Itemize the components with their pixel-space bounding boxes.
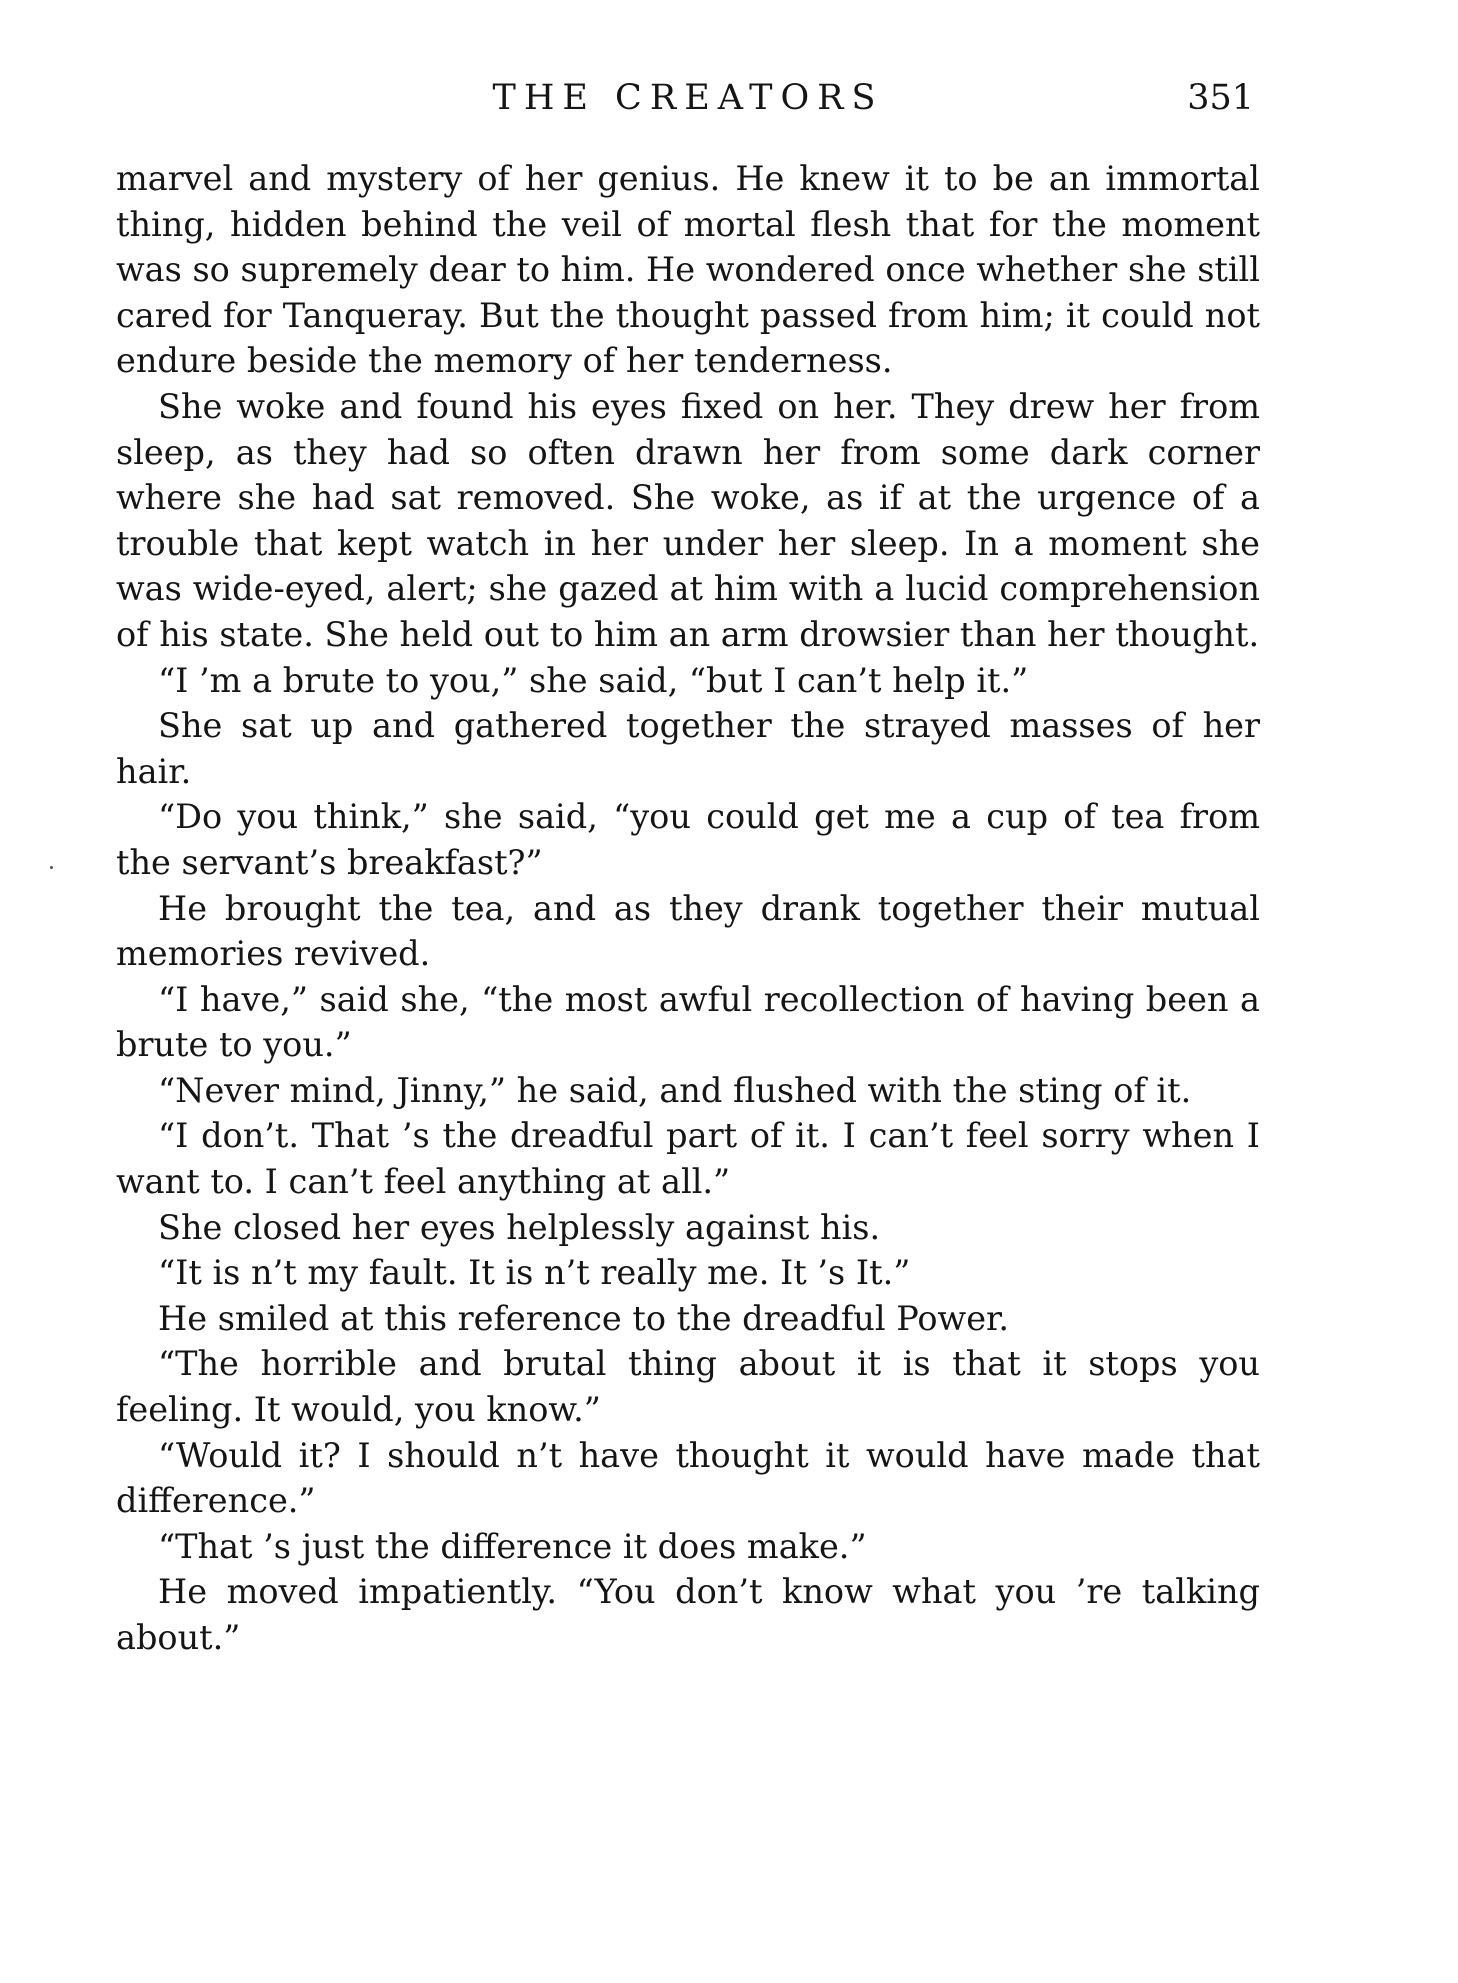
paragraph: She sat up and gathered together the strayed masses of her hair. [116,706,1260,791]
body-text [116,156,1260,1661]
paragraph: “That ’s just the difference it does make.” [158,1526,867,1566]
paragraph: He moved impatiently. “You don’t know what you ’re talking about.” [116,1572,1260,1657]
paragraph: He smiled at this reference to the dreadful Power. [158,1298,1010,1338]
paragraph: marvel and mystery of her genius. He knew it to be an immortal thing, hidden behind the veil of mortal flesh that for the moment was so supremely dear to him. He wondered once whether she still cared for Tanqueray. But the thought passed from him; it could not endure beside the memory of her tenderness. [116,159,1260,381]
paragraph: He brought the tea, and as they drank together their mutual memories revived. [116,888,1260,974]
paragraph: “I have,” said she, “the most awful recollection of having been a brute to you.” [116,979,1260,1065]
page-number: 351 [1187,78,1254,118]
paragraph: She woke and found his eyes fixed on her. They drew her from sleep, as they had so often drawn her from some dark corner where she had sat removed. She woke, as if at the urgence of a trouble that kept watch in her under her sleep. In a moment she was wide-eyed, alert; she gazed at him with a lucid comprehension of his state. She held out to him an arm drowsier than her thought. [116,386,1260,654]
paragraph: “It is n’t my fault. It is n’t really me. It ’s It.” [158,1253,911,1293]
paragraph: She closed her eyes helplessly against his. [158,1207,881,1247]
paragraph: “Never mind, Jinny,” he said, and flushed with the sting of it. [158,1070,1192,1110]
running-head [116,72,1260,124]
paragraph: “I don’t. That ’s the dreadful part of it. I can’t feel sorry when I want to. I can’t feel anything at all.” [116,1116,1260,1202]
paragraph: “Do you think,” she said, “you could get me a cup of tea from the servant’s breakfast?” [116,797,1260,882]
paragraph: “Would it? I should n’t have thought it would have made that difference.” [116,1435,1260,1521]
running-title: THE CREATORS [492,78,884,118]
paragraph: “The horrible and brutal thing about it is that it stops you feeling. It would, you know.” [116,1344,1260,1430]
paragraph: “I ’m a brute to you,” she said, “but I can’t help it.” [158,660,1029,700]
ink-speck [50,866,53,869]
